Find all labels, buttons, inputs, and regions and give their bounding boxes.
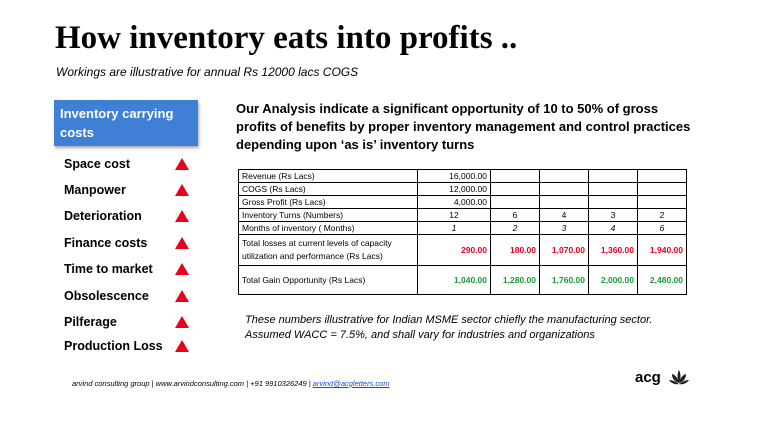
- row-label: COGS (Rs Lacs): [239, 183, 418, 196]
- row-label: Inventory Turns (Numbers): [239, 209, 418, 222]
- triangle-up-icon: [175, 340, 189, 352]
- factor-pilferage: Pilferage: [64, 315, 117, 329]
- footer-text: arvind consulting group | www.arvindconsulting.com | +91 9910326249 |: [72, 379, 313, 388]
- logo-text: acg: [635, 369, 661, 386]
- row-label: Months of inventory ( Months): [239, 222, 418, 235]
- analysis-text: Our Analysis indicate a significant opportunity of 10 to 50% of gross profits of benefits by proper inventory management and control practices depending upon ‘as is’ inventory turns: [236, 101, 691, 152]
- cell: 1,360.00: [589, 235, 638, 266]
- table-row: [239, 170, 687, 183]
- footnote: These numbers illustrative for Indian MSME sector chiefly the manufacturing sector. Assumed WACC = 7.5%, and shall vary for industries and organizations: [245, 314, 653, 341]
- triangle-up-icon: [175, 237, 189, 249]
- footer: [72, 379, 390, 388]
- cell: 180.00: [491, 235, 540, 266]
- row-label: Total Gain Opportunity (Rs Lacs): [239, 266, 418, 295]
- cell: 3: [589, 209, 638, 222]
- cell: 12,000.00: [418, 183, 491, 196]
- table-row: [239, 266, 687, 295]
- factor-manpower: Manpower: [64, 183, 126, 197]
- factor-production-loss: Production Loss: [64, 339, 163, 353]
- cell: 2,480.00: [638, 266, 687, 295]
- table-row: [239, 196, 687, 209]
- profit-table: [238, 169, 687, 295]
- slide-title: How inventory eats into profits ..: [55, 20, 518, 56]
- cell: 3: [540, 222, 589, 235]
- cell: 1: [418, 222, 491, 235]
- factor-obsolescence: Obsolescence: [64, 289, 149, 303]
- triangle-up-icon: [175, 184, 189, 196]
- cell: 290.00: [418, 235, 491, 266]
- cell: 2: [638, 209, 687, 222]
- cell: 4: [589, 222, 638, 235]
- slide-subtitle: Workings are illustrative for annual Rs 12000 lacs COGS: [56, 65, 359, 79]
- cell: 1,760.00: [540, 266, 589, 295]
- row-label: Gross Profit (Rs Lacs): [239, 196, 418, 209]
- cell: 1,940.00: [638, 235, 687, 266]
- factor-space-cost: Space cost: [64, 157, 131, 171]
- factor-finance-costs: Finance costs: [64, 236, 148, 250]
- cell: 16,000.00: [418, 170, 491, 183]
- triangle-up-icon: [175, 263, 189, 275]
- cell: 4,000.00: [418, 196, 491, 209]
- triangle-up-icon: [175, 316, 189, 328]
- triangle-up-icon: [175, 158, 189, 170]
- carrying-costs-badge: Inventory carrying costs: [54, 100, 198, 146]
- cell: 1,280.00: [491, 266, 540, 295]
- cell: 2,000.00: [589, 266, 638, 295]
- row-label: Revenue (Rs Lacs): [239, 170, 418, 183]
- table-row: [239, 183, 687, 196]
- email-link[interactable]: arvind@acgletters.com: [312, 379, 390, 388]
- table-row: [239, 209, 687, 222]
- cell: 12: [418, 209, 491, 222]
- cell: 4: [540, 209, 589, 222]
- factor-deterioration: Deterioration: [64, 209, 142, 223]
- row-label: Total losses at current levels of capacity utilization and performance (Rs Lacs): [239, 235, 418, 266]
- cell: 1,040.00: [418, 266, 491, 295]
- cell: 6: [638, 222, 687, 235]
- table-row: [239, 222, 687, 235]
- cell: 1,070.00: [540, 235, 589, 266]
- lotus-icon: [668, 369, 690, 387]
- acg-logo: [635, 369, 661, 386]
- table-row: [239, 235, 687, 266]
- factor-time-to-market: Time to market: [64, 262, 153, 276]
- cell: 6: [491, 209, 540, 222]
- cell: 2: [491, 222, 540, 235]
- triangle-up-icon: [175, 210, 189, 222]
- triangle-up-icon: [175, 290, 189, 302]
